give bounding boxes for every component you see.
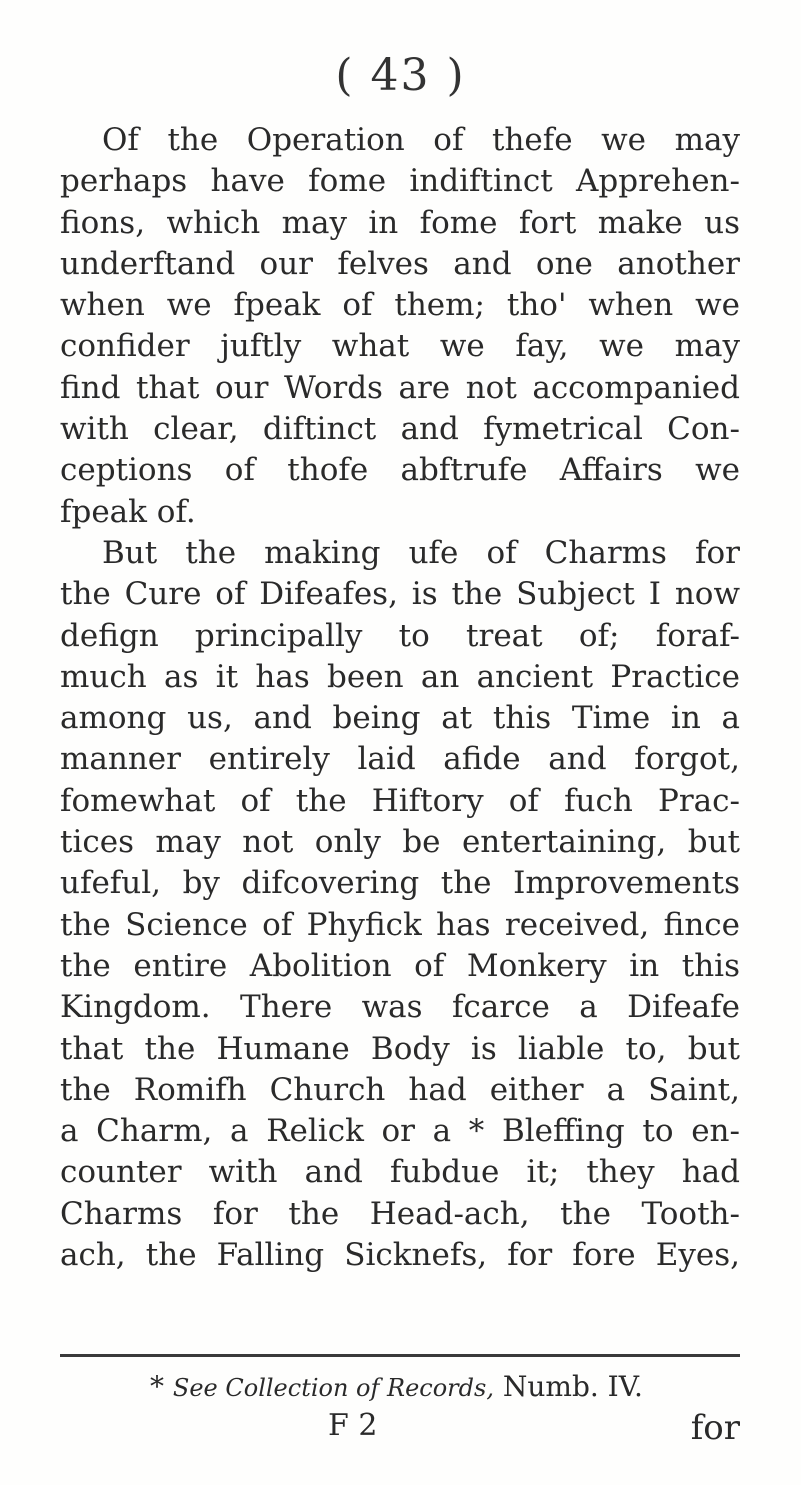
footnote-marker: *: [150, 1370, 164, 1403]
footnote-rule: [60, 1354, 740, 1357]
text-line: with clear, diftinct and fymetrical Con-: [60, 411, 740, 448]
text-line: Of the Operation of thefe we may: [102, 122, 740, 158]
text-line: ceptions of thofe abftrufe Affairs we: [60, 452, 740, 489]
text-line: Charms for the Head-ach, the Tooth-: [60, 1195, 740, 1232]
text-line: Kingdom. There was fcarce a Difeafe: [60, 989, 740, 1026]
text-line: the entire Abolition of Monkery in this: [60, 947, 740, 984]
text-line: fpeak of.: [60, 493, 196, 530]
text-line: underftand our felves and one another: [60, 245, 740, 282]
text-line: much as it has been an ancient Practice: [60, 658, 740, 695]
footnote: [150, 1370, 643, 1403]
text-line: perhaps have fome indiftinct Apprehen-: [60, 163, 740, 200]
text-line: manner entirely laid afide and forgot,: [60, 741, 740, 778]
footnote-reference: See Collection of Records,: [172, 1374, 494, 1402]
text-line: tices may not only be entertaining, but: [60, 824, 740, 861]
text-line: among us, and being at this Time in a: [60, 700, 740, 737]
text-line: when we fpeak of them; tho' when we: [60, 287, 740, 324]
page-footer: [60, 1408, 740, 1448]
text-line: counter with and fubdue it; they had: [60, 1154, 740, 1191]
text-line: ach, the Falling Sicknefs, for fore Eyes,: [60, 1237, 740, 1274]
page-number: ( 43 ): [335, 50, 466, 101]
text-line: ufeful, by difcovering the Improvements: [60, 865, 740, 902]
text-line: fomewhat of the Hiftory of fuch Prac-: [60, 782, 740, 819]
catchword: for: [690, 1408, 740, 1448]
text-line: But the making ufe of Charms for: [102, 534, 740, 571]
text-line: a Charm, a Relick or a * Bleffing to en-: [60, 1113, 740, 1150]
signature-mark: F 2: [328, 1408, 378, 1443]
text-line: the Cure of Difeafes, is the Subject I now: [60, 576, 740, 613]
text-line: the Science of Phyfick has received, fince: [60, 906, 740, 943]
text-line: the Romifh Church had either a Saint,: [60, 1071, 740, 1108]
body-text: [60, 120, 740, 1276]
text-line: confider juftly what we fay, we may: [60, 328, 740, 365]
text-line: find that our Words are not accompanied: [60, 369, 740, 406]
text-line: that the Humane Body is liable to, but: [60, 1030, 740, 1067]
text-line: defign principally to treat of; foraf-: [60, 617, 740, 654]
text-line: fions, which may in fome fort make us: [60, 204, 740, 241]
footnote-number: Numb. IV.: [502, 1370, 643, 1403]
